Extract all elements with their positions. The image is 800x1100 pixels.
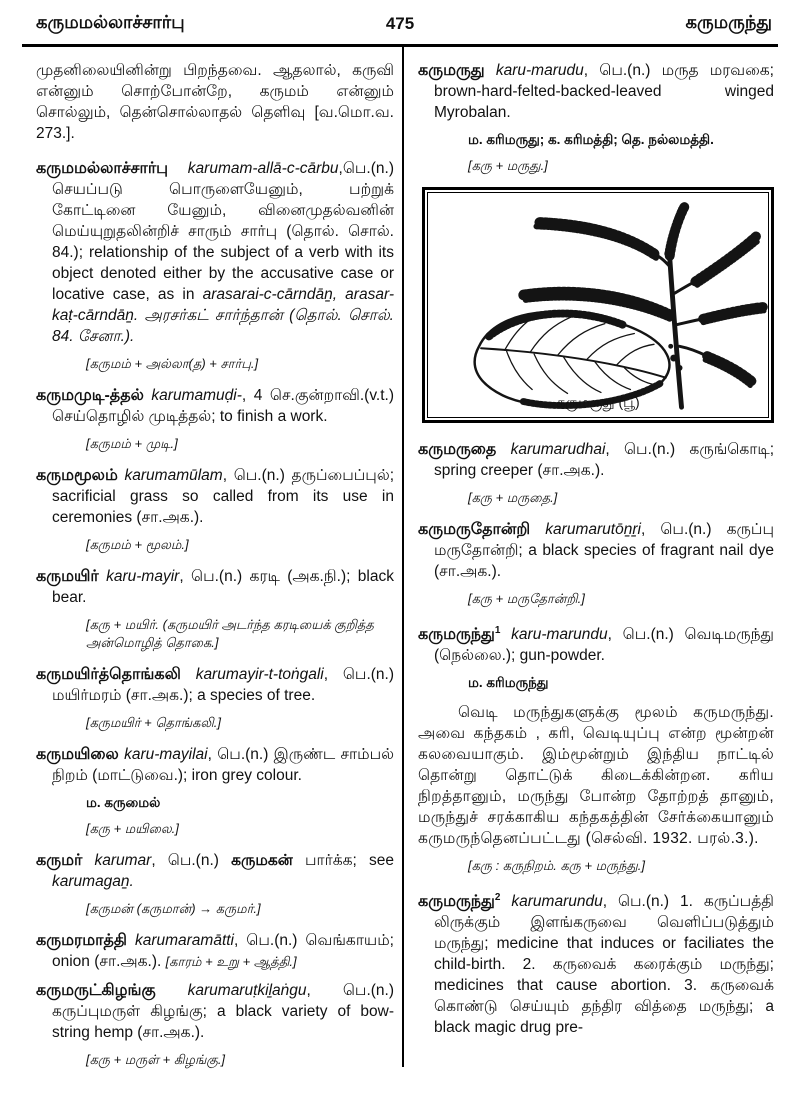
etymology: [கருமம் + அல்லா(த) + சார்பு.]: [86, 356, 259, 371]
etymology-inline: [காரம் + உறு + ஆத்தி.]: [165, 954, 297, 969]
transliteration: karumamūlam: [117, 467, 223, 484]
transliteration: karu-mayir: [98, 568, 180, 585]
transliteration: karumaramātti: [126, 932, 235, 949]
left-column: [36, 60, 394, 1081]
cognate-line: ம. கருமைல்: [86, 795, 161, 810]
transliteration: karumam-allā-c-cārbu: [168, 160, 339, 177]
header-rule: [22, 44, 778, 47]
entry-karumarutkilangu: [36, 980, 394, 1043]
definition: , பெ.(n.): [151, 852, 232, 869]
transliteration: karumar: [82, 852, 152, 869]
transliteration: karumarutōṉṟi: [530, 521, 641, 538]
header-guide-word-right: கருமருந்து: [685, 12, 772, 32]
figure-box: [422, 187, 774, 423]
headword: கருமயிர்த்தொங்கலி: [36, 666, 181, 683]
etymology: [கருமம் + மூலம்.]: [86, 537, 189, 552]
headword: கருமர்: [36, 852, 83, 869]
continuation-paragraph: முதனிலையினின்று பிறந்தவை. ஆதலால், கருவி என்னும் சொற்போன்றே, கருமம் என்னும் சொல்லும், தென்சொல்லாதல் தெளிவு [வ.மொ.வ. 273.].: [36, 62, 394, 142]
headword: கருமருதோன்றி: [418, 521, 531, 538]
etymology: [கரு + மருதை.]: [468, 490, 558, 505]
usage-note: வெடி மருந்துகளுக்கு மூலம் கருமருந்து. அவை கந்தகம் , கரி, வெடியுப்பு என்ற மூன்றன் கலவையாகும். இம்மூன்றும் இந்திய நாட்டில் தொன்று தொட்டுக் கிடைக்கின்றன. கரிய நிறத்தானும், மருந்து போன்ற தோற்றத் தானும், மருந்துச் சரக்காகிய கந்தகத்தின் சேர்க்கையானும் கருமருந்தெனப்பட்டது (செல்வி. 1932. பரல்.3.).: [418, 704, 774, 848]
transliteration: karumamuḍi-: [143, 387, 242, 404]
headword: கருமருந்து: [418, 893, 495, 911]
cognate-line: ம. கரிமருது; க. கரிமத்தி; தெ. நல்லமத்தி.: [468, 132, 714, 147]
definition: , பெ.(n.) இருண்ட சாம்பல் நிறம் (மாட்டுவை.); iron grey colour.: [52, 746, 395, 784]
definition: ,பெ.(n.) செயப்படு பொருளையேனும், பற்றுக் கோட்டினை யேனும், வினைமுதல்வனின் மெய்யுறுதலின்றிச் சாரும் சார்பு (தொல். சொல். 84.); relationship of the subject of a verb with its object denoted either by the accusative case or locative case, as in: [52, 160, 394, 303]
entry-karu-marudu: [418, 60, 774, 123]
plant-illustration: [428, 193, 768, 417]
homograph-number: 1: [494, 625, 501, 636]
etymology: [கரு + மயிர். (கருமயிர் அடர்ந்த கரடியைக் குறித்த அன்மொழித் தொகை.]: [86, 617, 374, 650]
example-tamil: அரசர்கட் சார்ந்தான் (தொல். சொல். 84. சேனா.).: [52, 307, 394, 345]
headword: கருமமல்லாச்சார்பு: [36, 160, 169, 177]
definition: , பெ.(n.) தருப்பைப்புல்; sacrificial grass so called from its use in ceremonies (சா.அக.).: [52, 467, 394, 526]
entry-karu-mayir: [36, 566, 394, 608]
etymology: [கரு : கருநிறம். கரு + மருந்து.]: [468, 858, 645, 874]
definition: , பெ.(n.) வெடிமருந்து (நெல்லை.); gun-powder.: [434, 626, 774, 665]
etymology: [கரு + மருது.]: [468, 158, 548, 173]
cross-reference-italic: karumagaṉ.: [52, 873, 134, 890]
headword: கருமருது: [418, 62, 485, 79]
transliteration: karumarundu: [500, 893, 603, 911]
headword: கருமரமாத்தி: [36, 932, 127, 949]
definition: , பெ.(n.) கருப்பு மருதோன்றி; a black species of fragrant nail dye (சா.அக.).: [434, 521, 774, 580]
transliteration: karumaruṭkiḻaṅgu: [155, 982, 307, 999]
header-guide-word-left: கருமமல்லாச்சார்பு: [36, 12, 185, 32]
cognate-line: ம. கரிமருந்து: [468, 675, 549, 691]
right-column: [418, 60, 774, 1042]
transliteration: karumarudhai: [496, 441, 606, 458]
headword: கருமருதை: [418, 441, 497, 458]
figure-caption: கருமருது (பூ): [556, 394, 640, 410]
definition: , பெ.(n.) கருப்புமருள் கிழங்கு; a black variety of bow-string hemp (சா.அக.).: [52, 982, 394, 1041]
definition: , பெ.(n.) மருத மரவகை; brown-hard-felted-backed-leaved winged Myrobalan.: [434, 62, 774, 121]
headword: கருமயிலை: [36, 746, 119, 763]
headword: கருமமுடி-த்தல்: [36, 387, 144, 404]
cross-reference-bold: கருமகன்: [231, 852, 293, 869]
etymology: [கரு + மயிலை.]: [86, 821, 179, 836]
definition: , பெ.(n.) 1. கருப்பத்தி லிருக்கும் இளங்கருவை வெளிப்படுத்தும் மருந்து; medicine that induces or faciliates the child-birth. 2. கருவைக் கரைக்கும் மருந்து; medicines that cause abortion. 3. கருவைக் கொண்டு செய்யும் தந்திர வித்தை மருந்து; a black magic drug pre-: [434, 893, 774, 1037]
entry-karumayir-t-tongali: [36, 664, 394, 706]
definition: , 4 செ.குன்றாவி.(v.t.) செய்தொழில் முடித்தல்; to finish a work.: [52, 387, 395, 425]
entry-karumarundu-2: [418, 887, 774, 1038]
transliteration: karu-marudu: [484, 62, 584, 79]
definition: , பெ.(n.) கருங்கொடி; spring creeper (சா.அக.).: [434, 441, 774, 479]
homograph-number: 2: [494, 892, 501, 904]
entry-karumarundu-1: [418, 620, 774, 666]
headword: கருமருந்து: [418, 626, 495, 644]
headword: கருமயிர்: [36, 568, 99, 585]
entry-karumarudhai: [418, 439, 774, 481]
headword: கருமருட்கிழங்கு: [36, 982, 156, 999]
transliteration: karumayir-t-toṅgali: [180, 666, 324, 683]
definition: பார்க்க; see: [292, 852, 394, 869]
headword: கருமமூலம்: [36, 467, 118, 484]
definition: , பெ.(n.) கரடி (அக.நி.); black bear.: [52, 568, 394, 606]
definition: , பெ.(n.) மயிர்மரம் (சா.அக.); a species of tree.: [52, 666, 394, 704]
header-page-number: 475: [385, 14, 415, 33]
etymology: [கரு + மருதோன்றி.]: [468, 591, 585, 606]
etymology: [கரு + மருள் + கிழங்கு.]: [86, 1052, 226, 1067]
entry-karu-mayilai: [36, 744, 394, 786]
example-roman: arasarai-c-cārndāṉ, arasar-kaṭ-cārndāṉ.: [52, 286, 394, 324]
entry-karumamulam: [36, 465, 394, 528]
entry-karumaramatti: [36, 930, 394, 972]
transliteration: karu-marundu: [500, 626, 608, 644]
entry-karumamudi: [36, 385, 394, 427]
etymology: [கருமம் + முடி.]: [86, 436, 178, 451]
transliteration: karu-mayilai: [118, 746, 208, 763]
definition: , பெ.(n.) வெங்காயம்; onion (சா.அக.).: [52, 932, 394, 970]
column-divider: [402, 47, 404, 1067]
etymology: [கருமயிர் + தொங்கலி.]: [86, 715, 221, 730]
etymology: [கருமன் (கருமான்) → கருமர்.]: [86, 901, 261, 916]
figure-inner-frame: [427, 192, 769, 418]
entry-karumam-alla-c-carbu: [36, 158, 394, 347]
entry-karumarutonri: [418, 519, 774, 582]
entry-karumar: [36, 850, 394, 892]
